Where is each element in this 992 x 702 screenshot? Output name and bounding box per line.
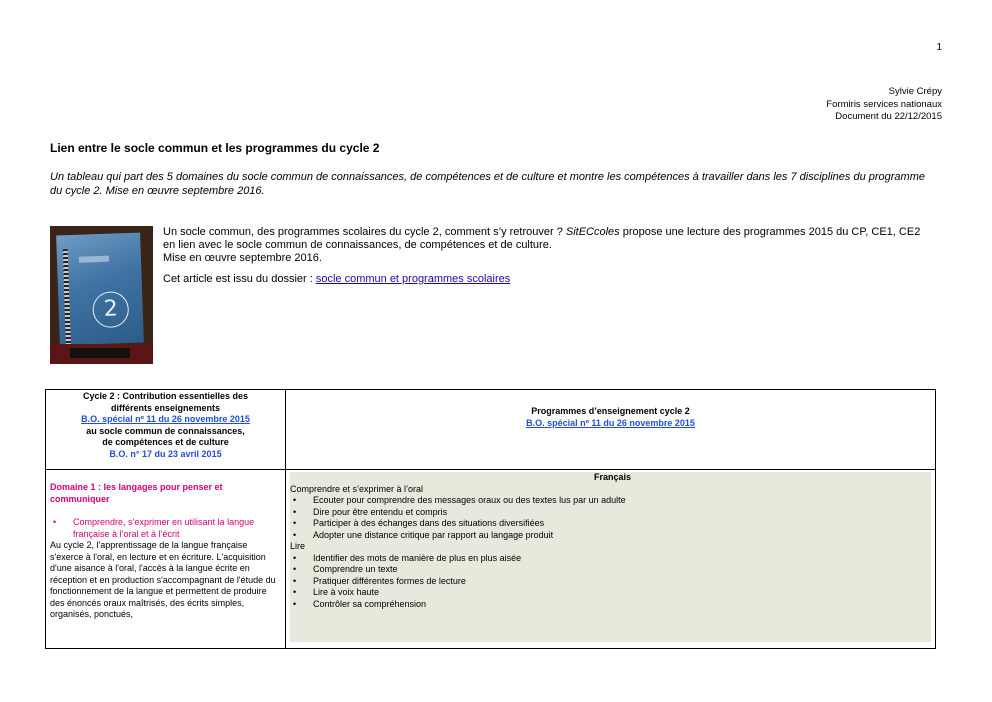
document-date: Document du 22/12/2015 [835, 111, 942, 122]
dossier-line [163, 273, 933, 286]
domain-description: Au cycle 2, l'apprentissage de la langue française s'exerce à l'oral, en lecture et en écriture. L'acquisition d'une aisance à l'oral, l'accès à la langue écrite en réception et en production s'accompagnant de l'étude du fonctionnement de la langue et permettent de produire des énoncés oraux maîtrisés, des écrits simples, organisés, ponctués, [50, 540, 276, 619]
section-heading: Comprendre et s’exprimer à l’oral [290, 483, 424, 494]
dossier-link[interactable]: socle commun et programmes scolaires [315, 273, 511, 285]
document-title: Lien entre le socle commun et les programmes du cycle 2 [50, 141, 380, 155]
list-item: • Ecouter pour comprendre des messages oraux ou des textes lus par un adulte [290, 495, 935, 507]
intro-paragraph: Un tableau qui part des 5 domaines du socle commun de connaissances, de compétences et de culture et montre les compétences à travailler dans les 7 disciplines du programme du cycle 2. Mise en œuvre septembre 2016. [50, 171, 925, 197]
cover-label [79, 256, 109, 263]
list-item: • Identifier des mots de manière de plus en plus aisée [290, 553, 935, 565]
section-heading: Lire [290, 541, 306, 551]
author-block [826, 86, 942, 124]
domain-heading: Domaine 1 : les langages pour penser et communiquer [50, 482, 223, 504]
header-line: différents enseignements [110, 402, 221, 413]
cycle-number-badge: 2 [92, 291, 129, 328]
bo-special-link[interactable]: B.O. spécial nº 11 du 26 novembre 2015 [81, 414, 250, 424]
article-text: Un socle commun, des programmes scolaires du cycle 2, comment s’y retrouver ? [163, 226, 566, 238]
book-cover [56, 233, 144, 346]
right-column-header [286, 390, 935, 470]
header-line: de compétences et de culture [102, 437, 229, 447]
list-item: • Participer à des échanges dans des situations diversifiées [290, 518, 935, 530]
cycle-2-book-photo [50, 226, 153, 364]
header-line: Cycle 2 : Contribution essentielles des [82, 391, 249, 401]
photo-shadow [70, 348, 130, 358]
author-name: Sylvie Crépy [888, 86, 942, 97]
article-text-continued: propose une lecture des programmes 2015 du CP, CE1, CE2 en lien avec le socle commun de connaissances, de compétences et de culture. [163, 226, 921, 251]
list-item: • Pratiquer différentes formes de lecture [290, 576, 935, 588]
programmes-title: Programmes d’enseignement cycle 2 [531, 406, 690, 416]
list-item: • Contrôler sa compréhension [290, 599, 935, 611]
author-org: Formiris services nationaux [826, 98, 942, 110]
article-block [163, 226, 933, 286]
list-item: • Dire pour être entendu et compris [290, 507, 935, 519]
list-item: • Lire à voix haute [290, 587, 935, 599]
list-item: • Adopter une distance critique par rapport au langage produit [290, 530, 935, 542]
page-number: 1 [936, 42, 942, 53]
subject-heading: Français [593, 472, 632, 482]
list-item: • Comprendre un texte [290, 564, 935, 576]
dossier-prefix: Cet article est issu du dossier : [163, 273, 316, 285]
article-paragraph [163, 226, 933, 252]
competence-bullet: • Comprendre, s’exprimer en utilisant la langue française à l’oral et à l’écrit [50, 517, 279, 540]
correspondence-table [45, 389, 936, 649]
article-note: Mise en œuvre septembre 2016. [163, 252, 322, 264]
bo-reference: B.O. n° 17 du 23 avril 2015 [109, 448, 222, 459]
programme-cell [286, 470, 935, 648]
socle-cell [46, 470, 286, 648]
header-line: au socle commun de connaissances, [86, 425, 245, 436]
spiral-binding [63, 249, 71, 349]
bo-special-link[interactable]: B.O. spécial nº 11 du 26 novembre 2015 [526, 417, 695, 428]
left-column-header [46, 390, 286, 470]
site-name: SitECcoles [565, 226, 620, 238]
